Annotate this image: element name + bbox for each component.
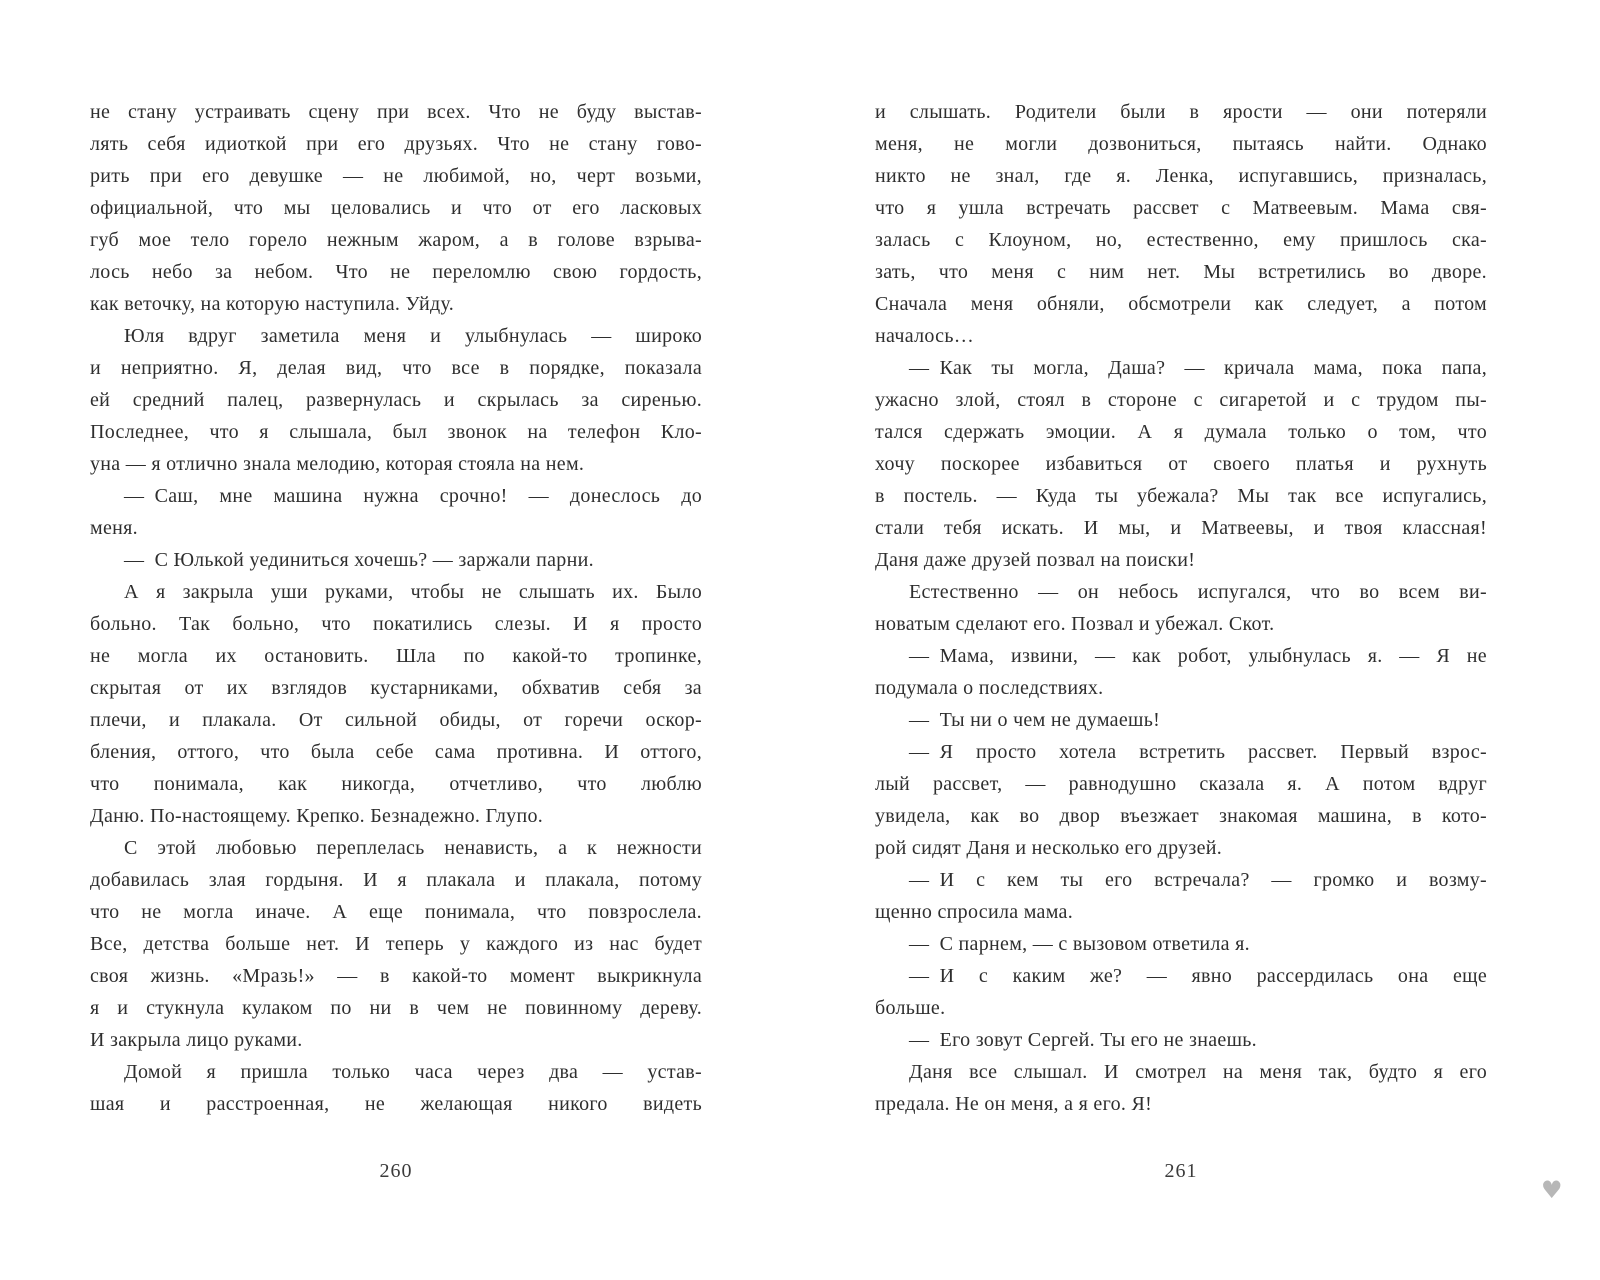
text-line: новатым сделают его. Позвал и убежал. Скот.: [875, 613, 1275, 635]
text-line: — Как ты могла, Даша? — кричала мама, пока папа,: [909, 357, 1487, 379]
page-number-right: 261: [1164, 1160, 1198, 1182]
text-line: лять себя идиоткой при его друзьях. Что не стану гово-: [90, 133, 702, 155]
text-line: предала. Не он меня, а я его. Я!: [875, 1093, 1153, 1115]
text-line: Даню. По-настоящему. Крепко. Безнадежно. Глупо.: [90, 805, 544, 827]
text-line: — Его зовут Сергей. Ты его не знаешь.: [909, 1029, 1257, 1051]
text-line: своя жизнь. «Мразь!» — в какой-то момент выкрикнула: [90, 965, 702, 987]
text-line: добавилась злая гордыня. И я плакала и плакала, потому: [90, 869, 702, 891]
text-line: ужасно злой, стоял в стороне с сигаретой и с трудом пы-: [875, 389, 1487, 411]
text-line: меня, не могли дозвониться, пытаясь найти. Однако: [875, 133, 1487, 155]
text-line: — И с каким же? — явно рассердилась она еще: [909, 965, 1487, 987]
text-line: официальной, что мы целовались и что от его ласковых: [90, 197, 702, 219]
text-line: И закрыла лицо руками.: [90, 1029, 303, 1051]
text-line: лый рассвет, — равнодушно сказала я. А потом вдруг: [875, 773, 1487, 795]
text-line: не могла их остановить. Шла по какой-то тропинке,: [90, 645, 702, 667]
text-line: бления, оттого, что была себе сама противна. И оттого,: [90, 741, 702, 763]
page-right-text: [875, 96, 1487, 1120]
page-number-left: 260: [379, 1160, 413, 1182]
text-line: плечи, и плакала. От сильной обиды, от горечи оскор-: [90, 709, 702, 731]
text-line: щенно спросила мама.: [875, 901, 1073, 923]
text-line: увидела, как во двор въезжает знакомая машина, в кото-: [875, 805, 1487, 827]
text-line: шая и расстроенная, не желающая никого видеть: [90, 1093, 702, 1115]
text-line: — С Юлькой уединиться хочешь? — заржали парни.: [124, 549, 594, 571]
text-line: ей средний палец, развернулась и скрылась за сиренью.: [90, 389, 702, 411]
text-line: рить при его девушке — не любимой, но, черт возьми,: [90, 165, 702, 187]
text-line: Последнее, что я слышала, был звонок на телефон Кло-: [90, 421, 702, 443]
text-line: я и стукнула кулаком по ни в чем не повинному дереву.: [90, 997, 702, 1019]
text-line: Естественно — он небось испугался, что во всем ви-: [909, 581, 1487, 603]
text-line: — И с кем ты его встречала? — громко и возму-: [909, 869, 1487, 891]
text-line: — С парнем, — с вызовом ответила я.: [909, 933, 1250, 955]
text-line: больше.: [875, 997, 946, 1019]
text-line: Даня даже друзей позвал на поиски!: [875, 549, 1196, 571]
text-line: не стану устраивать сцену при всех. Что не буду выстав-: [90, 101, 702, 123]
text-line: Даня все слышал. И смотрел на меня так, будто я его: [909, 1061, 1487, 1083]
text-line: Домой я пришла только часа через два — устав-: [124, 1061, 702, 1083]
page-left-text: [90, 96, 702, 1120]
text-line: залась с Клоуном, но, естественно, ему пришлось ска-: [875, 229, 1487, 251]
text-line: С этой любовью переплелась ненависть, а к нежности: [124, 837, 702, 859]
text-line: как веточку, на которую наступила. Уйду.: [90, 293, 455, 315]
text-line: лось небо за небом. Что не переломлю свою гордость,: [90, 261, 702, 283]
text-line: губ мое тело горело нежным жаром, а в голове взрыва-: [90, 229, 702, 251]
text-line: что понимала, как никогда, отчетливо, что люблю: [90, 773, 702, 795]
text-line: хочу поскорее избавиться от своего платья и рухнуть: [875, 453, 1487, 475]
text-line: Сначала меня обняли, обсмотрели как следует, а потом: [875, 293, 1487, 315]
text-line: никто не знал, где я. Ленка, испугавшись, призналась,: [875, 165, 1487, 187]
text-line: скрытая от их взглядов кустарниками, обхватив себя за: [90, 677, 702, 699]
text-line: — Мама, извини, — как робот, улыбнулась я. — Я не: [909, 645, 1487, 667]
text-line: меня.: [90, 517, 138, 539]
text-line: началось…: [875, 325, 975, 347]
text-line: в постель. — Куда ты убежала? Мы так все испугались,: [875, 485, 1487, 507]
text-line: больно. Так больно, что покатились слезы. И я просто: [90, 613, 702, 635]
text-line: А я закрыла уши руками, чтобы не слышать их. Было: [124, 581, 702, 603]
text-line: — Я просто хотела встретить рассвет. Первый взрос-: [909, 741, 1487, 763]
text-line: Все, детства больше нет. И теперь у каждого из нас будет: [90, 933, 702, 955]
text-line: — Ты ни о чем не думаешь!: [909, 709, 1161, 731]
text-line: тался сдержать эмоции. А я думала только о том, что: [875, 421, 1487, 443]
text-line: и неприятно. Я, делая вид, что все в порядке, показала: [90, 357, 702, 379]
text-line: — Саш, мне машина нужна срочно! — донеслось до: [124, 485, 702, 507]
text-line: что я ушла встречать рассвет с Матвеевым. Мама свя-: [875, 197, 1487, 219]
text-line: зать, что меня с ним нет. Мы встретились во дворе.: [875, 261, 1487, 283]
text-line: уна — я отлично знала мелодию, которая стояла на нем.: [90, 453, 585, 475]
text-line: рой сидят Даня и несколько его друзей.: [875, 837, 1223, 859]
heart-icon[interactable]: ♥: [1541, 1176, 1563, 1204]
text-line: стали тебя искать. И мы, и Матвеевы, и твоя классная!: [875, 517, 1487, 539]
text-line: Юля вдруг заметила меня и улыбнулась — широко: [124, 325, 702, 347]
text-line: что не могла иначе. А еще понимала, что повзрослела.: [90, 901, 702, 923]
text-line: подумала о последствиях.: [875, 677, 1104, 699]
text-line: и слышать. Родители были в ярости — они потеряли: [875, 101, 1487, 123]
